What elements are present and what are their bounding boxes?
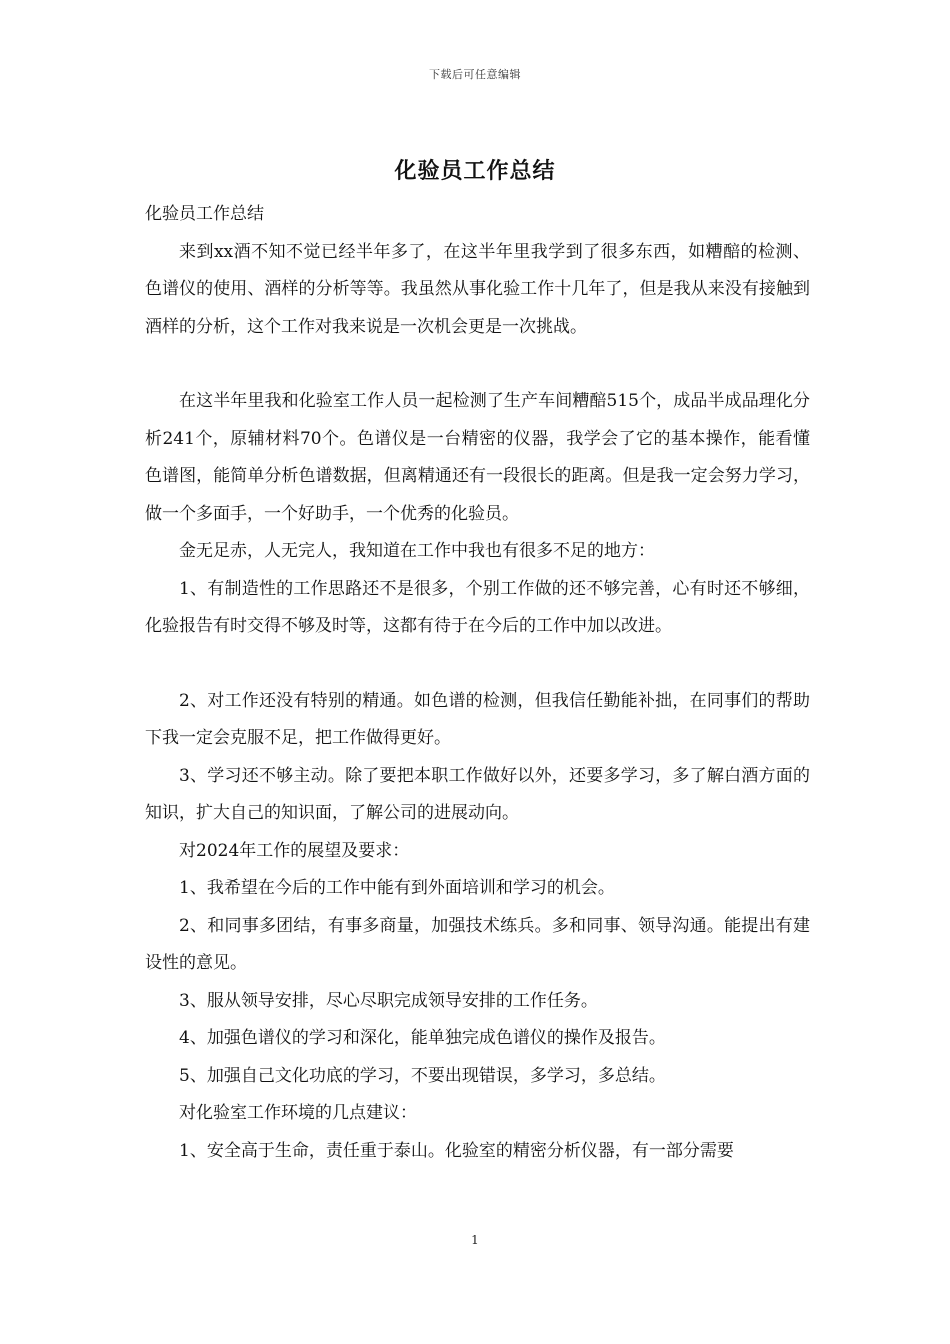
outlook-heading: 对2024年工作的展望及要求：	[179, 840, 410, 861]
shortcoming-item-1: 1、有制造性的工作思路还不是很多，个别工作做的还不够完善，心有时还不够细，化验报告有时交得不够及时等，这都有待于在今后的工作中加以改进。	[145, 578, 810, 636]
page-number: 1	[471, 1233, 479, 1247]
intro-paragraph: 来到xx酒不知不觉已经半年多了，在这半年里我学到了很多东西，如糟醅的检测、色谱仪的使用、酒样的分析等等。我虽然从事化验工作十几年了，但是我从来没有接触到酒样的分析，这个工作对我来说是一次机会更是一次挑战。	[145, 241, 810, 337]
shortcomings-intro-paragraph: 金无足赤，人无完人，我知道在工作中我也有很多不足的地方：	[179, 541, 655, 561]
outlook-item-4: 4、加强色谱仪的学习和深化，能单独完成色谱仪的操作及报告。	[179, 1028, 666, 1048]
work-summary-paragraph: 在这半年里我和化验室工作人员一起检测了生产车间糟醅515个，成品半成品理化分析241个，原辅材料70个。色谱仪是一台精密的仪器，我学会了它的基本操作，能看懂色谱图，能简单分析色谱数据，但离精通还有一段很长的距离。但是我一定会努力学习，做一个多面手，一个好助手，一个优秀的化验员。	[145, 391, 810, 524]
document-body	[145, 196, 810, 1170]
outlook-item-1: 1、我希望在今后的工作中能有到外面培训和学习的机会。	[179, 878, 615, 898]
page-header: 下载后可任意编辑	[429, 68, 521, 81]
outlook-item-2: 2、和同事多团结，有事多商量，加强技术练兵。多和同事、领导沟通。能提出有建设性的意见。	[145, 915, 810, 973]
shortcoming-item-2: 2、对工作还没有特别的精通。如色谱的检测，但我信任勤能补拙，在同事们的帮助下我一定会克服不足，把工作做得更好。	[145, 690, 810, 748]
outlook-item-3: 3、服从领导安排，尽心尽职完成领导安排的工作任务。	[179, 990, 598, 1011]
suggestion-item-1: 1、安全高于生命，责任重于泰山。化验室的精密分析仪器，有一部分需要	[179, 1140, 734, 1161]
subtitle-paragraph: 化验员工作总结	[145, 204, 264, 224]
shortcoming-item-3: 3、学习还不够主动。除了要把本职工作做好以外，还要多学习，多了解白酒方面的知识，扩大自己的知识面，了解公司的进展动向。	[145, 765, 810, 823]
suggestions-heading: 对化验室工作环境的几点建议：	[179, 1103, 417, 1123]
outlook-item-5: 5、加强自己文化功底的学习，不要出现错误，多学习，多总结。	[179, 1065, 666, 1086]
document-title: 化验员工作总结	[394, 158, 556, 184]
